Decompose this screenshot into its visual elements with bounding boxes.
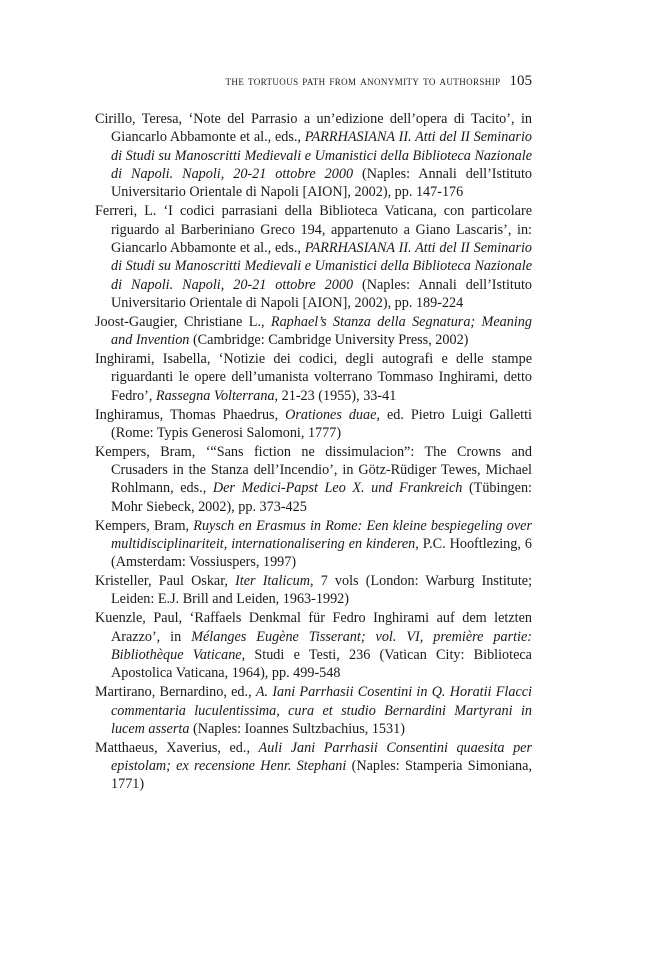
entry-title-italic: Raphael’s Stanza della Segnatura; Meaning and Invention [111, 313, 532, 349]
entry-text: (Tübingen: Mohr Siebeck, 2002), pp. 373-425 [111, 480, 532, 515]
bibliography-entry [95, 572, 532, 609]
entry-text: 236 (Vatican City: Biblioteca Apostolica Vaticana, 1964), pp. 499-548 [111, 646, 532, 682]
bibliography-entry [95, 517, 532, 572]
entry-title-italic: Orationes duae [285, 406, 377, 423]
entry-title-italic: PARRHASIANA II. Atti del II Seminario di Studi su Manoscritti Medievali e Umanistici della Biblioteca Nazionale di Napoli. Napoli, 20-21 ottobre 2000 [111, 239, 532, 293]
entry-title-italic: Auli Jani Parrhasii Consentini quaesita per epistolam; ex recensione Henr. Stephani [111, 739, 532, 775]
entry-title-italic: PARRHASIANA II. Atti del II Seminario di Studi su Manoscritti Medievali e Umanistici della Biblioteca Nazionale di Napoli. Napoli, 20-21 ottobre 2000 [111, 129, 532, 183]
entry-text: Kristeller, Paul Oskar, [95, 573, 236, 590]
entry-title-italic: A. Iani Parrhasii Cosentini in Q. Horatii Flacci commentaria luculentissima, cura et studio Bernardini Martyrani in lucem asserta [111, 684, 532, 737]
bibliography-entry [95, 683, 532, 738]
entry-title-italic: Ruysch en Erasmus in Rome: Een kleine bespiegeling over multidisciplinariteit, internationalisering en kinderen [111, 517, 532, 552]
entry-text: Inghiramus, Thomas Phaedrus, [95, 406, 286, 423]
entry-title-italic: Iter Italicum [235, 573, 310, 590]
entry-text: , P.C. Hooftlezing, 6 (Amsterdam: Vossiuspers, 1997) [111, 535, 532, 571]
running-title: the tortuous path from anonymity to authorship [225, 73, 501, 88]
entry-text: Kempers, Bram, [95, 517, 194, 534]
entry-text: , 7 vols (London: Warburg Institute; Leiden: E.J. Brill and Leiden, 1963-1992) [111, 573, 533, 608]
bibliography-entry [95, 110, 532, 202]
entry-text: 21-23 (1955), 33-41 [278, 387, 397, 404]
entry-text: (Naples: Ioannes Sultzbachius, 1531) [189, 720, 405, 737]
entry-title-italic: Mélanges Eugène Tisserant; vol. VI, première partie: Bibliothèque Vaticane, [111, 628, 532, 663]
entry-text: Martirano, Bernardino, ed., [95, 684, 256, 701]
entry-title-italic: Rassegna Volterrana, [155, 387, 279, 404]
entry-text: (Cambridge: Cambridge University Press, 2002) [189, 332, 469, 349]
running-head [95, 72, 532, 90]
page-number: 105 [509, 73, 532, 89]
entry-text: Studi e Testi [245, 646, 337, 663]
entry-title-italic: , [336, 646, 340, 663]
entry-text: (Naples: Annali dell’Istituto Universitario Orientale di Napoli [AION], 2002), pp. 189-224 [111, 276, 532, 311]
entry-title-italic: Der Medici-Papst Leo X. und Frankreich [212, 480, 463, 497]
entry-text: Kempers, Bram, ‘“Sans fiction ne dissimulacion”: The Crowns and Crusaders in the Stanza dell’Incendio’, in Götz-Rüdiger Tewes, Michael Rohlmann, eds., [95, 443, 532, 497]
entry-text: Kuenzle, Paul, ‘Raffaels Denkmal für Fedro Inghirami auf dem letzten Arazzo’, in [95, 610, 532, 645]
bibliography-entry [95, 350, 532, 405]
entry-text: (Naples: Annali dell’Istituto Universitario Orientale di Napoli [AION], 2002), pp. 147-176 [111, 166, 532, 201]
bibliography-entry [95, 313, 532, 350]
bibliography-entry [95, 406, 532, 443]
entry-text: Matthaeus, Xaverius, ed., [95, 739, 259, 756]
entry-text: (Naples: Stamperia Simoniana, 1771) [111, 758, 532, 793]
entry-text: Joost-Gaugier, Christiane L., [95, 313, 271, 330]
bibliography-entry [95, 202, 532, 312]
entry-text: Cirillo, Teresa, ‘Note del Parrasio a un’edizione dell’opera di Tacito’, in Giancarlo Abbamonte et al., eds., [95, 111, 532, 146]
entry-text: Inghirami, Isabella, ‘Notizie dei codici, degli autografi e delle stampe riguardanti le opere dell’umanista volterrano Tommaso Inghirami, detto Fedro’, [95, 350, 532, 404]
entry-text: , ed. Pietro Luigi Galletti (Rome: Typis Generosi Salomoni, 1777) [111, 406, 532, 441]
bibliography-entry [95, 739, 532, 794]
bibliography-list [95, 110, 532, 794]
bibliography-entry [95, 443, 532, 516]
entry-text: Ferreri, L. ‘I codici parrasiani della Biblioteca Vaticana, con particolare riguardo al Barberiniano Greco 194, appartenuto a Giano Lascaris’, in: Giancarlo Abbamonte et al., eds., [95, 203, 532, 256]
bibliography-entry [95, 609, 532, 682]
